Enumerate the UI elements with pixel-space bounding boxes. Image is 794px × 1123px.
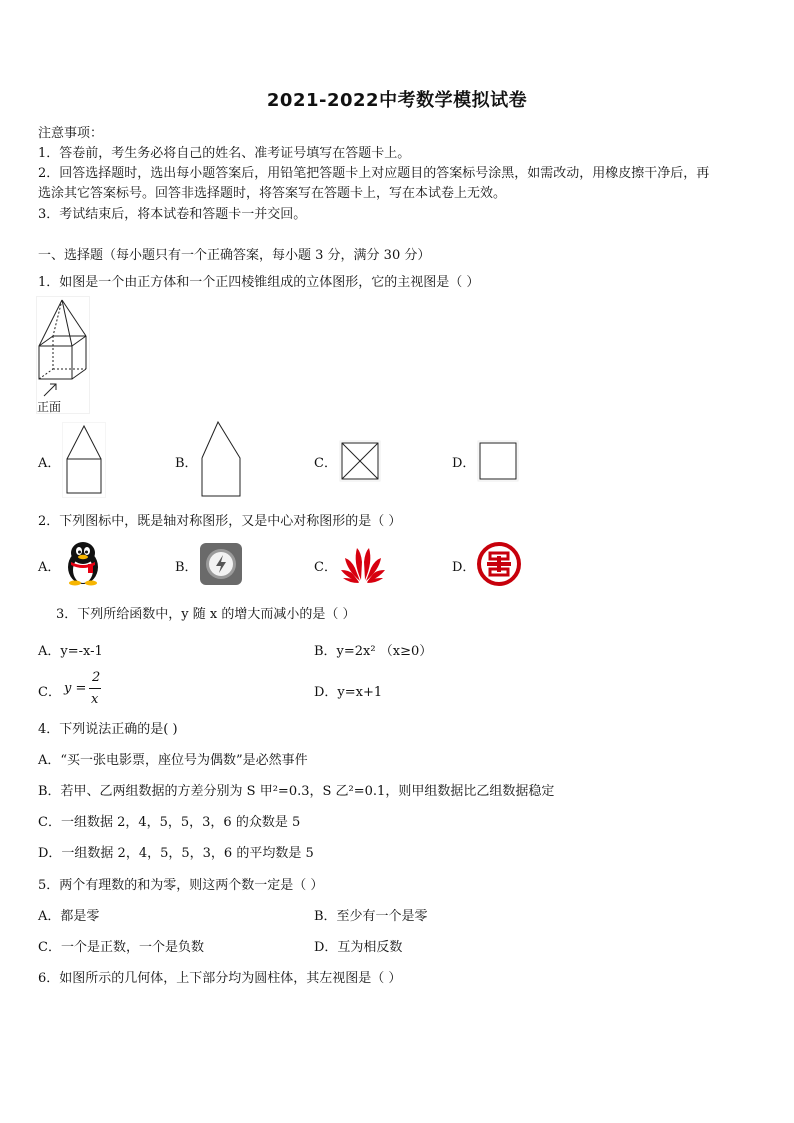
q3-option-c-denominator: x [91,692,99,707]
question-1-text: 1．如图是一个由正方体和一个正四棱锥组成的立体图形，它的主视图是（ ） [38,275,480,290]
q1-option-c-figure[interactable] [339,440,381,482]
icbc-logo-icon[interactable] [477,542,521,586]
q5-option-d: D．互为相反数 [314,940,403,955]
q4-option-d: D．一组数据 2，4，5，5，3，6 的平均数是 5 [38,846,314,861]
q5-option-b: B．至少有一个是零 [314,909,428,924]
q1-option-a-figure[interactable] [62,422,106,498]
q3-option-c-numerator: 2 [92,670,101,685]
notice-heading: 注意事项： [38,126,104,141]
q5-option-c: C．一个是正数，一个是负数 [38,940,204,955]
q1-option-b-label: B． [175,456,198,471]
section-heading: 一、选择题（每小题只有一个正确答案，每小题 3 分，满分 30 分） [38,248,431,263]
q4-option-a: A．“买一张电影票，座位号为偶数”是必然事件 [38,753,308,768]
question-3-text: 3．下列所给函数中，y 随 x 的增大而减小的是（ ） [56,607,356,622]
notice-item-3: 3．考试结束后，将本试卷和答题卡一并交回。 [38,207,307,222]
question-5-text: 5．两个有理数的和为零，则这两个数一定是（ ） [38,878,324,893]
q3-option-c-y: y = [64,681,87,696]
q1-option-b-figure[interactable] [198,420,244,500]
circle-lightning-icon[interactable] [200,543,242,585]
huawei-petal-icon[interactable] [339,542,387,584]
q2-option-a-label: A． [38,560,61,575]
q2-option-d-label: D． [452,560,476,575]
notice-item-1: 1．答卷前，考生务必将自己的姓名、准考证号填写在答题卡上。 [38,146,411,161]
q1-option-d-figure[interactable] [477,440,519,482]
q3-option-a: A．y=-x-1 [38,644,103,659]
q2-option-c-label: C． [314,560,337,575]
question-6-text: 6．如图所示的几何体，上下部分均为圆柱体，其左视图是（ ） [38,971,402,986]
page-title: 2021-2022中考数学模拟试卷 [266,90,528,111]
q4-option-c: C．一组数据 2，4，5，5，3，6 的众数是 5 [38,815,301,830]
q5-option-a: A．都是零 [38,909,100,924]
q1-option-c-label: C． [314,456,337,471]
q2-option-b-label: B． [175,560,198,575]
notice-item-2-cont: 选涂其它答案标号。回答非选择题时，将答案写在答题卡上，写在本试卷上无效。 [38,186,507,201]
q3-option-b: B．y=2x² （x≥0） [314,644,433,659]
q3-option-c-fraction-bar [89,688,101,689]
q4-option-b: B．若甲、乙两组数据的方差分别为 S 甲²=0.3，S 乙²=0.1，则甲组数据比乙组数据稳定 [38,784,555,799]
qq-penguin-icon[interactable] [62,540,104,586]
notice-item-2: 2．回答选择题时，选出每小题答案后，用铅笔把答题卡上对应题目的答案标号涂黑，如需改动，用橡皮擦干净后，再 [38,166,710,181]
q1-front-label: 正面 [37,400,62,414]
question-2-text: 2．下列图标中，既是轴对称图形，又是中心对称图形的是（ ） [38,514,402,529]
q3-option-c-label: C． [38,685,61,700]
question-4-text: 4．下列说法正确的是( ) [38,722,178,737]
q1-option-a-label: A． [38,456,61,471]
q3-option-d: D．y=x+1 [314,685,383,700]
q1-option-d-label: D． [452,456,476,471]
